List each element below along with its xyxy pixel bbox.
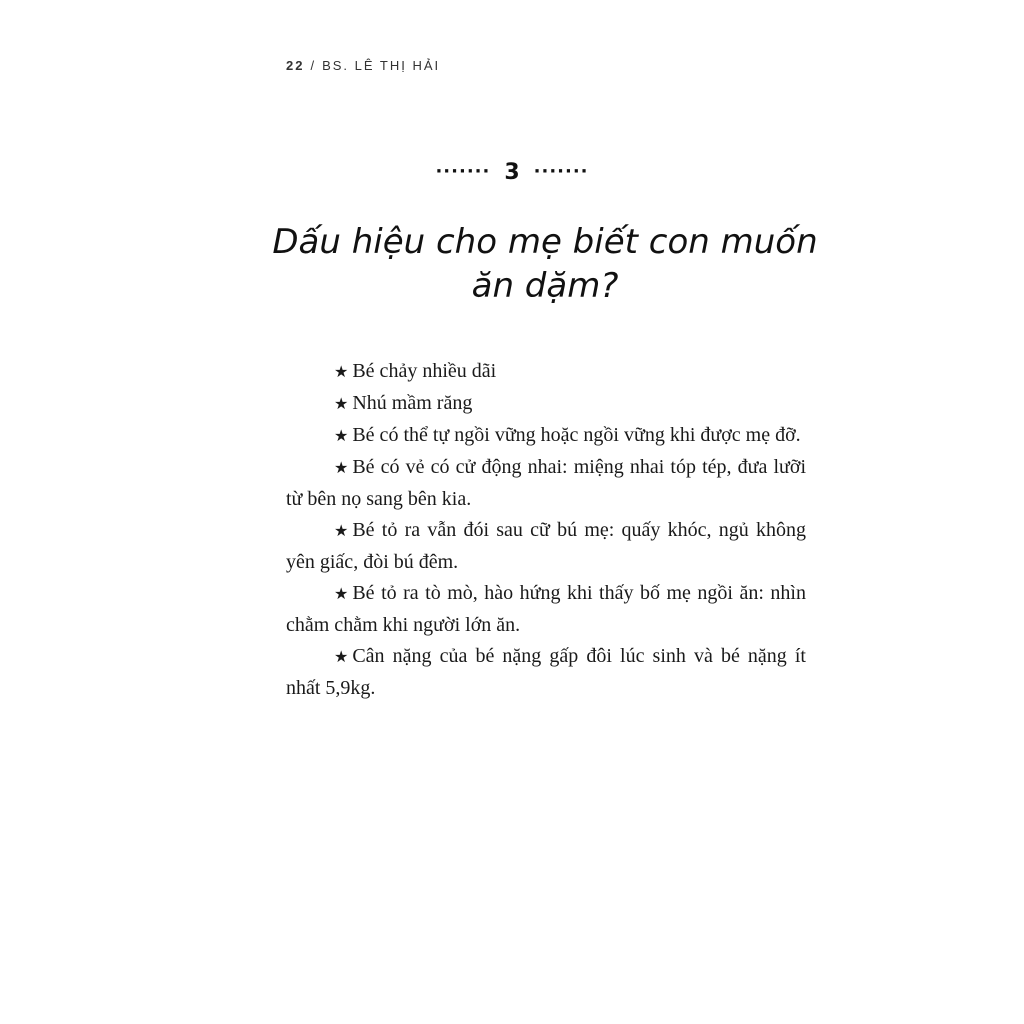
header-separator: / bbox=[310, 58, 317, 73]
star-icon: ★ bbox=[334, 523, 349, 540]
star-icon: ★ bbox=[334, 460, 349, 477]
list-item bbox=[286, 578, 806, 641]
star-icon: ★ bbox=[334, 428, 349, 445]
chapter-trailing-dots: ······· bbox=[533, 161, 589, 182]
list-item bbox=[286, 515, 806, 578]
list-item bbox=[286, 420, 806, 452]
list-item bbox=[286, 356, 806, 388]
author-name: BS. LÊ THỊ HẢI bbox=[322, 58, 441, 73]
list-item-text: Bé có thể tự ngồi vững hoặc ngồi vững khi được mẹ đỡ. bbox=[352, 424, 801, 446]
star-icon: ★ bbox=[334, 396, 349, 413]
list-item-text: Bé tỏ ra vẫn đói sau cữ bú mẹ: quấy khóc, ngủ không yên giấc, đòi bú đêm. bbox=[286, 519, 806, 573]
list-item bbox=[286, 452, 806, 515]
chapter-number: 3 bbox=[504, 160, 520, 185]
list-item bbox=[286, 641, 806, 704]
list-item-text: Cân nặng của bé nặng gấp đôi lúc sinh và bé nặng ít nhất 5,9kg. bbox=[286, 645, 806, 699]
chapter-title: Dấu hiệu cho mẹ biết con muốn ăn dặm? bbox=[272, 222, 818, 306]
chapter-leading-dots: ······· bbox=[435, 161, 491, 182]
list-item-text: Bé chảy nhiều dãi bbox=[352, 360, 497, 382]
star-icon: ★ bbox=[334, 364, 349, 381]
list-item-text: Bé có vẻ có cử động nhai: miệng nhai tóp tép, đưa lưỡi từ bên nọ sang bên kia. bbox=[286, 456, 806, 510]
list-item-text: Nhú mầm răng bbox=[352, 392, 473, 414]
chapter-marker bbox=[0, 160, 1024, 185]
page-number: 22 bbox=[286, 58, 305, 73]
running-header bbox=[286, 58, 440, 73]
star-icon: ★ bbox=[334, 586, 349, 603]
list-item-text: Bé tỏ ra tò mò, hào hứng khi thấy bố mẹ ngồi ăn: nhìn chằm chằm khi người lớn ăn. bbox=[286, 582, 806, 636]
sign-list bbox=[286, 356, 806, 704]
list-item bbox=[286, 388, 806, 420]
star-icon: ★ bbox=[334, 649, 349, 666]
